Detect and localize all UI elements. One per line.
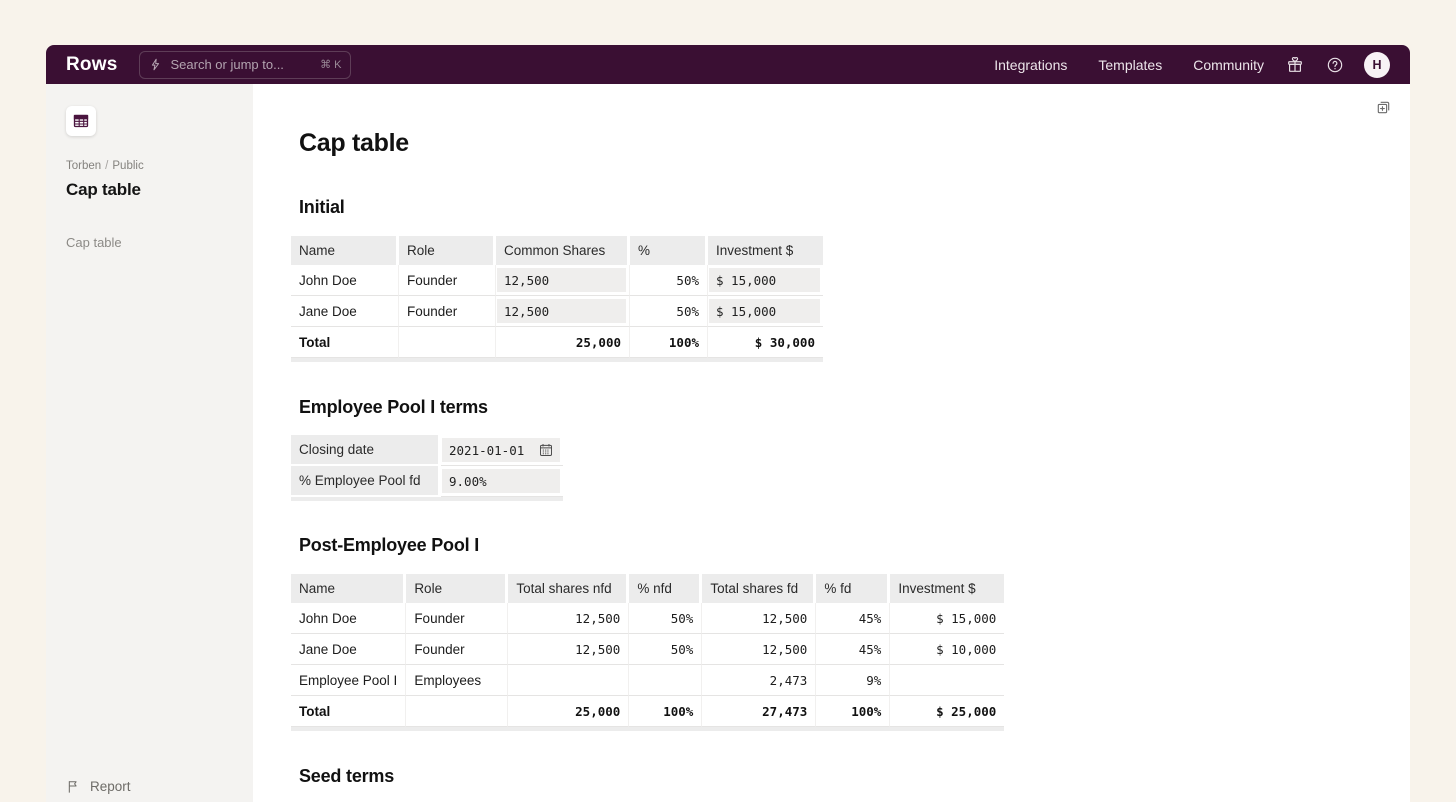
total-row — [291, 327, 823, 358]
cell: Total — [291, 696, 406, 727]
section-heading-initial: Initial — [299, 197, 345, 217]
help-icon[interactable] — [1326, 56, 1344, 74]
column-header: % — [630, 236, 708, 265]
table-icon — [72, 112, 90, 130]
column-header: Total shares fd — [702, 574, 816, 603]
cell: 12,500 — [508, 634, 629, 665]
column-header: Investment $ — [708, 236, 823, 265]
input-value: 9.00% — [449, 473, 487, 489]
sidebar-page-item[interactable]: Cap table — [66, 235, 122, 250]
rows-logo[interactable]: Rows — [66, 53, 118, 75]
label-cell: % Employee Pool fd — [291, 466, 441, 497]
cell: Founder — [406, 603, 508, 634]
cell: 12,500 — [702, 634, 816, 665]
cell: 9% — [816, 665, 890, 696]
topbar — [46, 45, 1410, 84]
cell: Founder — [399, 296, 496, 327]
search-input[interactable] — [139, 51, 351, 79]
input-cell[interactable] — [709, 299, 820, 323]
input-value: 12,500 — [504, 303, 550, 319]
cell — [629, 665, 702, 696]
table-row — [291, 265, 823, 296]
cell: 50% — [630, 296, 708, 327]
cell — [508, 665, 629, 696]
cell: Jane Doe — [291, 634, 406, 665]
column-header: Role — [406, 574, 508, 603]
search-placeholder: Search or jump to... — [170, 57, 284, 72]
table-row — [291, 435, 563, 466]
cell: 25,000 — [496, 327, 630, 358]
section-heading-post-pool: Post-Employee Pool I — [299, 535, 480, 555]
column-header: % fd — [816, 574, 890, 603]
cell: John Doe — [291, 603, 406, 634]
cell: 100% — [629, 696, 702, 727]
sidebar — [46, 84, 253, 802]
column-header: % nfd — [629, 574, 702, 603]
column-header: Total shares nfd — [508, 574, 629, 603]
calendar-icon[interactable] — [539, 443, 553, 457]
input-cell[interactable] — [442, 469, 560, 493]
cell: Jane Doe — [291, 296, 399, 327]
cell: 2,473 — [702, 665, 816, 696]
pool-terms-table — [291, 435, 563, 501]
cell — [399, 327, 496, 358]
column-header: Role — [399, 236, 496, 265]
cell: Founder — [399, 265, 496, 296]
search-shortcut: ⌘ K — [320, 59, 342, 71]
cell — [496, 296, 630, 327]
cell — [890, 665, 1004, 696]
section-heading-seed-terms: Seed terms — [299, 766, 395, 786]
cell — [496, 265, 630, 296]
cell: 100% — [816, 696, 890, 727]
section-heading-pool-terms: Employee Pool I terms — [299, 397, 488, 417]
header-row — [291, 236, 823, 265]
gift-icon[interactable] — [1286, 56, 1304, 74]
cell: 50% — [629, 603, 702, 634]
input-cell[interactable] — [442, 438, 560, 462]
input-value: $ 15,000 — [716, 303, 777, 319]
spreadsheet-title: Cap table — [66, 180, 141, 199]
column-header: Investment $ — [890, 574, 1004, 603]
cell — [441, 435, 563, 466]
cell: 50% — [629, 634, 702, 665]
duplicate-icon[interactable] — [1373, 97, 1394, 121]
table-row — [291, 665, 1004, 696]
label-cell: Closing date — [291, 435, 441, 466]
table-row — [291, 296, 823, 327]
input-value: 12,500 — [504, 272, 550, 288]
app-window — [46, 45, 1410, 802]
post-pool-table — [291, 574, 1004, 731]
header-row — [291, 574, 1004, 603]
cell — [406, 696, 508, 727]
cell — [708, 296, 823, 327]
main-content — [253, 84, 1410, 802]
cell: 50% — [630, 265, 708, 296]
input-value: $ 15,000 — [716, 272, 777, 288]
cell: $ 25,000 — [890, 696, 1004, 727]
spreadsheet-icon-card[interactable] — [66, 106, 96, 136]
column-header: Common Shares — [496, 236, 630, 265]
breadcrumb-separator: / — [105, 160, 109, 172]
input-cell[interactable] — [497, 268, 626, 292]
input-cell[interactable] — [497, 299, 626, 323]
cell: 45% — [816, 634, 890, 665]
input-value: 2021-01-01 — [449, 442, 525, 458]
cell: $ 10,000 — [890, 634, 1004, 665]
cell: 25,000 — [508, 696, 629, 727]
input-cell[interactable] — [709, 268, 820, 292]
table-row — [291, 466, 563, 497]
total-row — [291, 696, 1004, 727]
page-title: Cap table — [299, 129, 409, 157]
cell: Employees — [406, 665, 508, 696]
cell: Founder — [406, 634, 508, 665]
breadcrumb-owner[interactable]: Torben — [66, 160, 102, 172]
table-row — [291, 603, 1004, 634]
lightning-icon — [149, 58, 162, 71]
report-button[interactable] — [66, 779, 131, 794]
cell — [708, 265, 823, 296]
cell: 27,473 — [702, 696, 816, 727]
cell: $ 15,000 — [890, 603, 1004, 634]
nav-community[interactable]: Community — [1193, 56, 1264, 73]
nav-integrations[interactable]: Integrations — [994, 56, 1068, 73]
cell: Employee Pool I — [291, 665, 406, 696]
avatar[interactable]: H — [1364, 52, 1390, 78]
flag-icon — [66, 779, 80, 794]
table-row — [291, 634, 1004, 665]
nav-templates[interactable]: Templates — [1098, 56, 1163, 73]
cell: John Doe — [291, 265, 399, 296]
report-label: Report — [90, 779, 131, 794]
initial-table — [291, 236, 823, 362]
cell: 45% — [816, 603, 890, 634]
breadcrumb — [66, 160, 144, 172]
cell — [441, 466, 563, 497]
cell: 12,500 — [702, 603, 816, 634]
breadcrumb-scope[interactable]: Public — [112, 160, 144, 172]
cell: Total — [291, 327, 399, 358]
cell: 100% — [630, 327, 708, 358]
column-header: Name — [291, 236, 399, 265]
cell: 12,500 — [508, 603, 629, 634]
column-header: Name — [291, 574, 406, 603]
cell: $ 30,000 — [708, 327, 823, 358]
